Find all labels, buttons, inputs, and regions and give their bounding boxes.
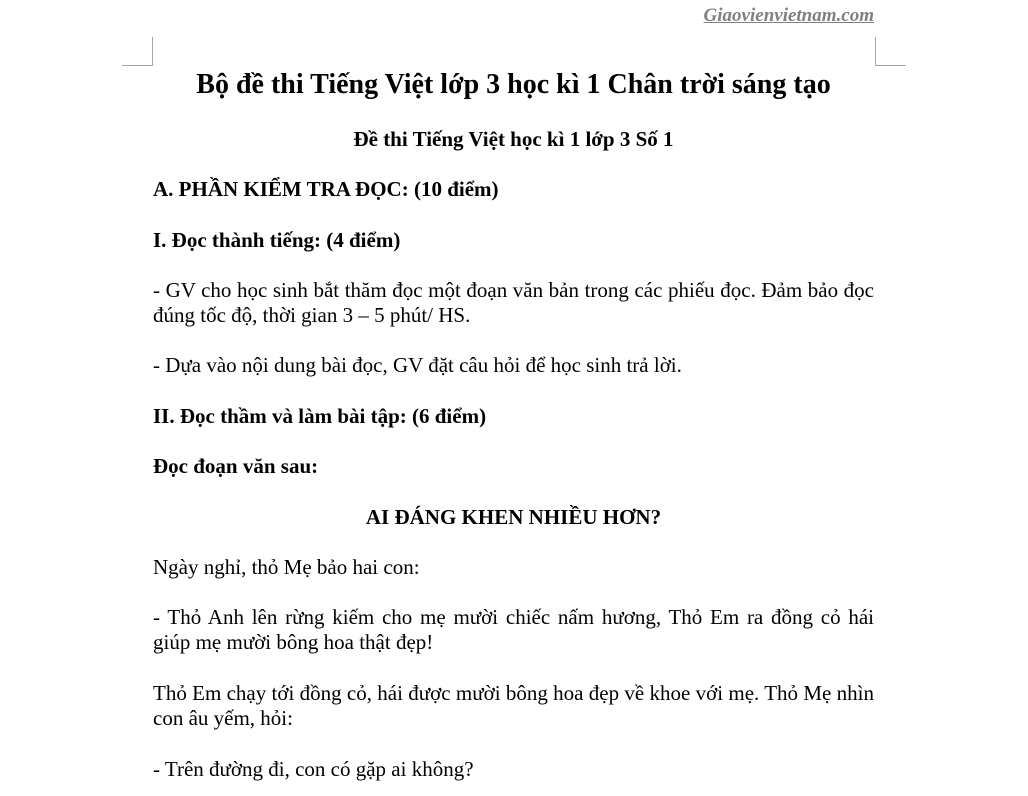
watermark-text: Giaovienvietnam.com — [703, 5, 874, 26]
story-paragraph-4: - Trên đường đi, con có gặp ai không? — [153, 757, 474, 781]
story-paragraph-3: Thỏ Em chạy tới đồng cỏ, hái được mười bông hoa đẹp về khoe với mẹ. Thỏ Mẹ nhìn con âu yếm, hỏi: — [153, 681, 874, 730]
section-1-heading: I. Đọc thành tiếng: (4 điểm) — [153, 228, 401, 252]
paragraph-question-instructions: - Dựa vào nội dung bài đọc, GV đặt câu hỏi để học sinh trả lời. — [153, 353, 682, 377]
story-title: AI ĐÁNG KHEN NHIỀU HƠN? — [365, 505, 662, 529]
crop-mark-top-right-horizontal — [875, 65, 906, 66]
crop-mark-top-left-horizontal — [122, 65, 153, 66]
read-passage-instruction: Đọc đoạn văn sau: — [153, 454, 319, 478]
paragraph-reading-instructions: - GV cho học sinh bắt thăm đọc một đoạn văn bản trong các phiếu đọc. Đảm bảo đọc đúng tốc độ, thời gian 3 – 5 phút/ HS. — [153, 278, 874, 327]
crop-mark-top-right-vertical — [875, 37, 876, 66]
section-a-heading: A. PHẦN KIỂM TRA ĐỌC: (10 điểm) — [153, 177, 499, 201]
story-paragraph-1: Ngày nghỉ, thỏ Mẹ bảo hai con: — [153, 555, 420, 579]
story-paragraph-2: - Thỏ Anh lên rừng kiếm cho mẹ mười chiếc nấm hương, Thỏ Em ra đồng cỏ hái giúp mẹ mười bông hoa thật đẹp! — [153, 605, 874, 654]
section-2-heading: II. Đọc thầm và làm bài tập: (6 điểm) — [153, 404, 487, 428]
crop-mark-top-left-vertical — [152, 37, 153, 66]
document-title: Bộ đề thi Tiếng Việt lớp 3 học kì 1 Chân trời sáng tạo — [196, 69, 831, 100]
exam-subtitle: Đề thi Tiếng Việt học kì 1 lớp 3 Số 1 — [353, 127, 674, 151]
